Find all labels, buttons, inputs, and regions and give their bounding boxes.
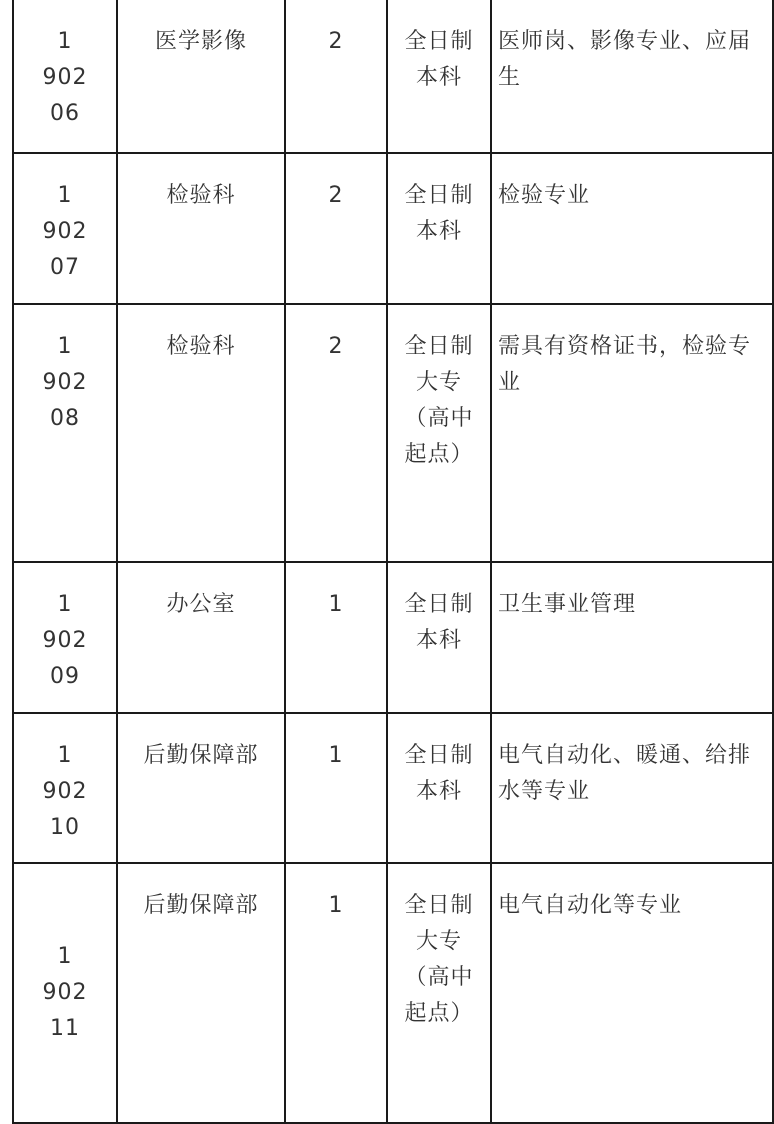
position-code-cell <box>13 0 117 153</box>
headcount-cell: 1 <box>285 562 387 713</box>
recruitment-table <box>12 0 774 1124</box>
position-code-part: 1 <box>57 29 73 54</box>
requirements-cell: 卫生事业管理 <box>491 562 773 713</box>
table-row <box>13 153 773 304</box>
headcount-cell: 2 <box>285 304 387 562</box>
department-cell: 办公室 <box>117 562 285 713</box>
table-row <box>13 304 773 562</box>
requirements-cell: 电气自动化、暖通、给排水等专业 <box>491 713 773 863</box>
headcount-cell: 1 <box>285 863 387 1123</box>
position-code-part: 07 <box>50 255 80 280</box>
education-cell: 全日制本科 <box>387 562 491 713</box>
table-row <box>13 863 773 1123</box>
education-cell: 全日制大专（高中起点） <box>387 863 491 1123</box>
department-cell: 后勤保障部 <box>117 863 285 1123</box>
position-code-part: 902 <box>42 628 88 653</box>
requirements-cell: 需具有资格证书，检验专业 <box>491 304 773 562</box>
position-code-part: 06 <box>50 101 80 126</box>
position-code-part: 1 <box>57 334 73 359</box>
department-cell: 检验科 <box>117 304 285 562</box>
table-row <box>13 0 773 153</box>
position-code-part: 09 <box>50 664 80 689</box>
position-code-part: 902 <box>42 65 88 90</box>
position-code-cell <box>13 713 117 863</box>
headcount-cell: 1 <box>285 713 387 863</box>
requirements-cell: 医师岗、影像专业、应届生 <box>491 0 773 153</box>
position-code-part: 1 <box>57 743 73 768</box>
education-cell: 全日制本科 <box>387 153 491 304</box>
department-cell: 检验科 <box>117 153 285 304</box>
position-code-part: 11 <box>50 1016 80 1041</box>
position-code-part: 902 <box>42 219 88 244</box>
requirements-cell: 电气自动化等专业 <box>491 863 773 1123</box>
headcount-cell: 2 <box>285 0 387 153</box>
position-code-part: 902 <box>42 980 88 1005</box>
education-cell: 全日制本科 <box>387 0 491 153</box>
education-cell: 全日制本科 <box>387 713 491 863</box>
position-code-part: 08 <box>50 406 80 431</box>
position-code-part: 1 <box>57 592 73 617</box>
table-row <box>13 562 773 713</box>
table-row <box>13 713 773 863</box>
position-code-cell <box>13 153 117 304</box>
position-code-cell <box>13 304 117 562</box>
position-code-part: 902 <box>42 779 88 804</box>
education-cell: 全日制大专（高中起点） <box>387 304 491 562</box>
position-code-cell <box>13 863 117 1123</box>
position-code-part: 10 <box>50 815 80 840</box>
headcount-cell: 2 <box>285 153 387 304</box>
department-cell: 医学影像 <box>117 0 285 153</box>
position-code-part: 902 <box>42 370 88 395</box>
department-cell: 后勤保障部 <box>117 713 285 863</box>
position-code-cell <box>13 562 117 713</box>
position-code-part: 1 <box>57 183 73 208</box>
position-code-part: 1 <box>57 944 73 969</box>
requirements-cell: 检验专业 <box>491 153 773 304</box>
